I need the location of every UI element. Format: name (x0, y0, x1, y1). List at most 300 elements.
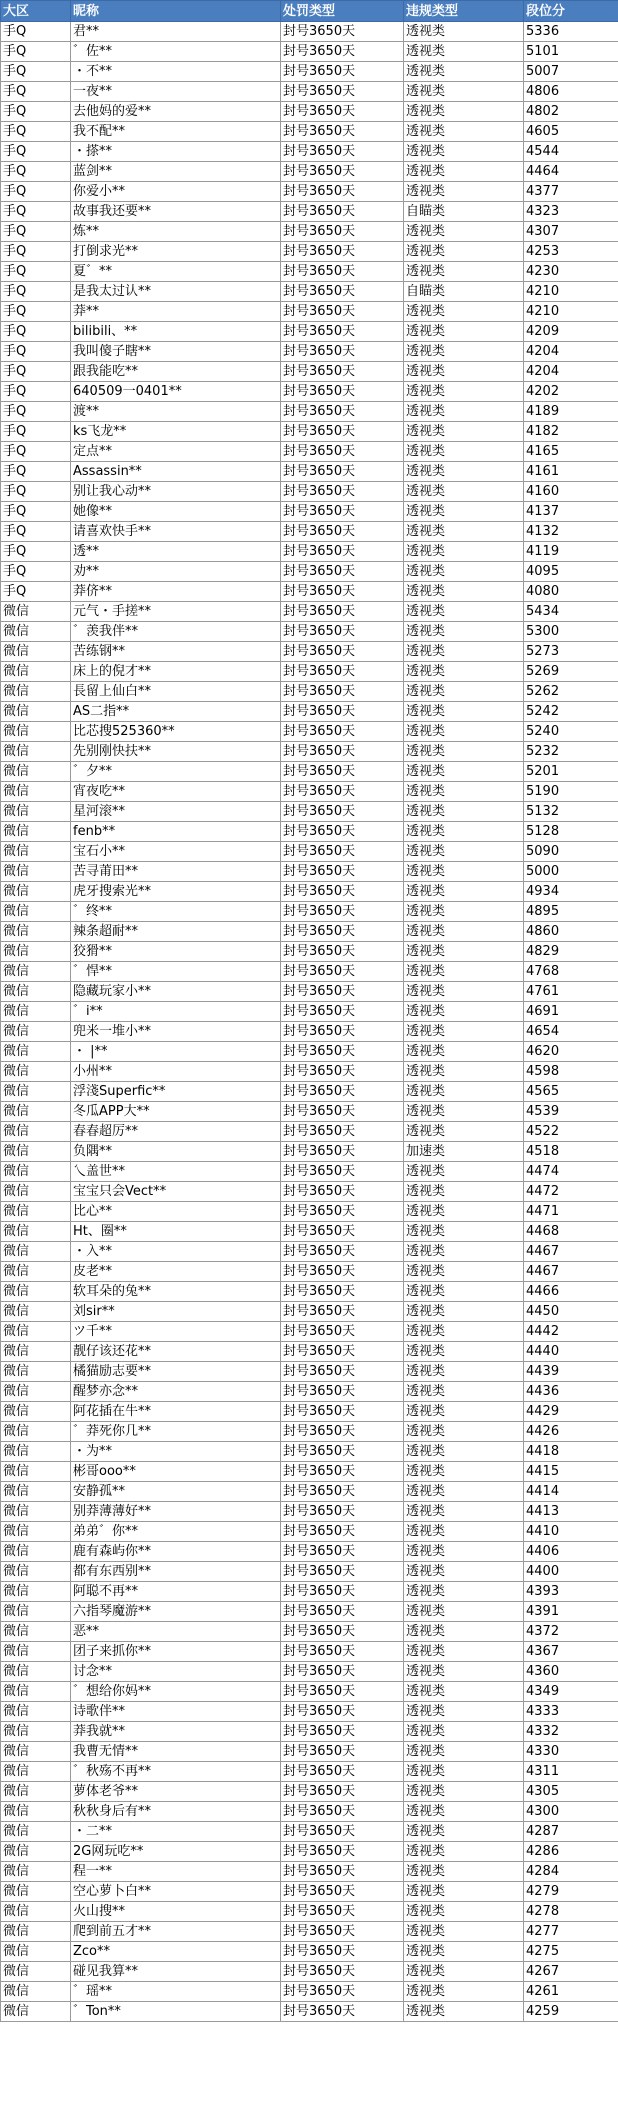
table-row (1, 1062, 618, 1082)
cell-nickname: ・不** (71, 62, 281, 82)
cell-violation: 透视类 (404, 1622, 524, 1642)
cell-violation: 透视类 (404, 1742, 524, 1762)
cell-rank-score: 4410 (524, 1522, 618, 1542)
cell-region: 微信 (1, 1962, 71, 1982)
cell-nickname: 一夜** (71, 82, 281, 102)
cell-penalty: 封号3650天 (281, 1102, 404, 1122)
cell-rank-score: 4544 (524, 142, 618, 162)
cell-nickname: ゛i** (71, 1002, 281, 1022)
table-row (1, 182, 618, 202)
cell-penalty: 封号3650天 (281, 1742, 404, 1762)
table-row (1, 1682, 618, 1702)
cell-penalty: 封号3650天 (281, 622, 404, 642)
cell-violation: 透视类 (404, 1042, 524, 1062)
table-row (1, 42, 618, 62)
table-row (1, 822, 618, 842)
cell-penalty: 封号3650天 (281, 1682, 404, 1702)
cell-violation: 透视类 (404, 1482, 524, 1502)
cell-nickname: ・搽** (71, 142, 281, 162)
cell-rank-score: 4230 (524, 262, 618, 282)
cell-nickname: 定点** (71, 442, 281, 462)
table-row (1, 1762, 618, 1782)
cell-violation: 透视类 (404, 982, 524, 1002)
cell-penalty: 封号3650天 (281, 602, 404, 622)
cell-violation: 透视类 (404, 1702, 524, 1722)
cell-violation: 透视类 (404, 742, 524, 762)
cell-rank-score: 4080 (524, 582, 618, 602)
cell-region: 微信 (1, 1622, 71, 1642)
cell-violation: 透视类 (404, 102, 524, 122)
cell-nickname: ゛夕** (71, 762, 281, 782)
table-row (1, 642, 618, 662)
cell-rank-score: 4565 (524, 1082, 618, 1102)
table-row (1, 1662, 618, 1682)
table-row (1, 1122, 618, 1142)
cell-violation: 透视类 (404, 562, 524, 582)
table-row (1, 562, 618, 582)
cell-violation: 透视类 (404, 462, 524, 482)
cell-penalty: 封号3650天 (281, 222, 404, 242)
cell-rank-score: 5000 (524, 862, 618, 882)
cell-rank-score: 5232 (524, 742, 618, 762)
cell-penalty: 封号3650天 (281, 1842, 404, 1862)
cell-penalty: 封号3650天 (281, 1242, 404, 1262)
cell-rank-score: 5090 (524, 842, 618, 862)
cell-rank-score: 4654 (524, 1022, 618, 1042)
table-row (1, 1322, 618, 1342)
table-row (1, 522, 618, 542)
cell-violation: 透视类 (404, 1222, 524, 1242)
cell-violation: 透视类 (404, 1642, 524, 1662)
cell-nickname: ゛终** (71, 902, 281, 922)
cell-penalty: 封号3650天 (281, 1442, 404, 1462)
cell-violation: 透视类 (404, 1422, 524, 1442)
table-row (1, 1862, 618, 1882)
cell-nickname: ・二** (71, 1822, 281, 1842)
cell-nickname: 她像** (71, 502, 281, 522)
cell-penalty: 封号3650天 (281, 1762, 404, 1782)
table-row (1, 1142, 618, 1162)
cell-nickname: 讨念** (71, 1662, 281, 1682)
cell-violation: 透视类 (404, 1062, 524, 1082)
cell-penalty: 封号3650天 (281, 1182, 404, 1202)
cell-violation: 透视类 (404, 942, 524, 962)
cell-rank-score: 4934 (524, 882, 618, 902)
table-row (1, 902, 618, 922)
cell-violation: 透视类 (404, 322, 524, 342)
cell-nickname: ゛Ton** (71, 2002, 281, 2022)
cell-violation: 透视类 (404, 1562, 524, 1582)
table-row (1, 1402, 618, 1422)
cell-rank-score: 4204 (524, 362, 618, 382)
cell-region: 微信 (1, 962, 71, 982)
cell-rank-score: 5128 (524, 822, 618, 842)
table-row (1, 2002, 618, 2022)
cell-penalty: 封号3650天 (281, 982, 404, 1002)
cell-penalty: 封号3650天 (281, 142, 404, 162)
cell-region: 手Q (1, 382, 71, 402)
cell-rank-score: 4518 (524, 1142, 618, 1162)
cell-penalty: 封号3650天 (281, 1162, 404, 1182)
cell-region: 微信 (1, 782, 71, 802)
cell-region: 微信 (1, 1142, 71, 1162)
cell-penalty: 封号3650天 (281, 1062, 404, 1082)
cell-nickname: ks飞龙** (71, 422, 281, 442)
cell-rank-score: 5132 (524, 802, 618, 822)
cell-violation: 自瞄类 (404, 202, 524, 222)
cell-nickname: ゛莽死你几** (71, 1422, 281, 1442)
cell-penalty: 封号3650天 (281, 202, 404, 222)
cell-rank-score: 4253 (524, 242, 618, 262)
cell-violation: 透视类 (404, 1402, 524, 1422)
cell-penalty: 封号3650天 (281, 1702, 404, 1722)
cell-region: 微信 (1, 602, 71, 622)
cell-nickname: 阿聪不再** (71, 1582, 281, 1602)
column-header-violation: 违规类型 (404, 1, 524, 22)
cell-nickname: AS二指** (71, 702, 281, 722)
cell-violation: 透视类 (404, 1782, 524, 1802)
table-row (1, 842, 618, 862)
table-row (1, 1962, 618, 1982)
cell-region: 微信 (1, 1502, 71, 1522)
cell-region: 微信 (1, 1262, 71, 1282)
cell-rank-score: 4279 (524, 1882, 618, 1902)
cell-nickname: 星河滚** (71, 802, 281, 822)
cell-rank-score: 4267 (524, 1962, 618, 1982)
cell-region: 手Q (1, 22, 71, 42)
cell-region: 微信 (1, 1102, 71, 1122)
cell-penalty: 封号3650天 (281, 382, 404, 402)
cell-penalty: 封号3650天 (281, 1782, 404, 1802)
table-row (1, 302, 618, 322)
cell-nickname: 床上的倪才** (71, 662, 281, 682)
cell-region: 微信 (1, 2002, 71, 2022)
cell-nickname: 跟我能吃** (71, 362, 281, 382)
table-row (1, 1282, 618, 1302)
cell-penalty: 封号3650天 (281, 742, 404, 762)
cell-rank-score: 4472 (524, 1182, 618, 1202)
cell-region: 微信 (1, 942, 71, 962)
cell-nickname: Zco** (71, 1942, 281, 1962)
table-row (1, 162, 618, 182)
cell-rank-score: 4468 (524, 1222, 618, 1242)
cell-violation: 透视类 (404, 1122, 524, 1142)
cell-violation: 透视类 (404, 762, 524, 782)
cell-region: 手Q (1, 362, 71, 382)
cell-nickname: 兜米一堆小** (71, 1022, 281, 1042)
cell-violation: 透视类 (404, 82, 524, 102)
table-row (1, 22, 618, 42)
cell-rank-score: 4391 (524, 1602, 618, 1622)
cell-nickname: 靓仔该还花** (71, 1342, 281, 1362)
cell-penalty: 封号3650天 (281, 1822, 404, 1842)
cell-penalty: 封号3650天 (281, 1882, 404, 1902)
cell-penalty: 封号3650天 (281, 282, 404, 302)
cell-rank-score: 4210 (524, 302, 618, 322)
cell-violation: 透视类 (404, 1182, 524, 1202)
cell-rank-score: 4418 (524, 1442, 618, 1462)
table-row (1, 1602, 618, 1622)
cell-penalty: 封号3650天 (281, 2002, 404, 2022)
cell-penalty: 封号3650天 (281, 1122, 404, 1142)
cell-region: 微信 (1, 922, 71, 942)
cell-region: 微信 (1, 1022, 71, 1042)
cell-penalty: 封号3650天 (281, 662, 404, 682)
cell-nickname: 皮老** (71, 1262, 281, 1282)
cell-nickname: 都有东西别** (71, 1562, 281, 1582)
cell-region: 微信 (1, 1162, 71, 1182)
cell-penalty: 封号3650天 (281, 82, 404, 102)
cell-violation: 透视类 (404, 1342, 524, 1362)
cell-violation: 透视类 (404, 1102, 524, 1122)
cell-rank-score: 5273 (524, 642, 618, 662)
cell-region: 微信 (1, 1682, 71, 1702)
cell-rank-score: 4539 (524, 1102, 618, 1122)
cell-rank-score: 4119 (524, 542, 618, 562)
cell-penalty: 封号3650天 (281, 1042, 404, 1062)
table-row (1, 1742, 618, 1762)
cell-penalty: 封号3650天 (281, 62, 404, 82)
table-row (1, 662, 618, 682)
cell-region: 微信 (1, 1042, 71, 1062)
cell-nickname: ゛想给你妈** (71, 1682, 281, 1702)
cell-nickname: 你爱小** (71, 182, 281, 202)
table-row (1, 802, 618, 822)
table-row (1, 262, 618, 282)
table-row (1, 342, 618, 362)
cell-nickname: bilibili、** (71, 322, 281, 342)
cell-nickname: 2G网玩吃** (71, 1842, 281, 1862)
cell-region: 微信 (1, 702, 71, 722)
cell-nickname: 宵夜吃** (71, 782, 281, 802)
cell-rank-score: 4806 (524, 82, 618, 102)
cell-region: 微信 (1, 1202, 71, 1222)
cell-rank-score: 4182 (524, 422, 618, 442)
cell-nickname: 我不配** (71, 122, 281, 142)
cell-nickname: 萝体老爷** (71, 1782, 281, 1802)
table-row (1, 782, 618, 802)
cell-rank-score: 5190 (524, 782, 618, 802)
cell-rank-score: 4261 (524, 1982, 618, 2002)
cell-rank-score: 5434 (524, 602, 618, 622)
cell-violation: 透视类 (404, 542, 524, 562)
cell-rank-score: 4474 (524, 1162, 618, 1182)
cell-rank-score: 4287 (524, 1822, 618, 1842)
cell-penalty: 封号3650天 (281, 1382, 404, 1402)
cell-rank-score: 4829 (524, 942, 618, 962)
cell-nickname: ゛秋殇不再** (71, 1762, 281, 1782)
cell-nickname: 先别刚快扶** (71, 742, 281, 762)
cell-penalty: 封号3650天 (281, 942, 404, 962)
cell-rank-score: 5336 (524, 22, 618, 42)
cell-rank-score: 4414 (524, 1482, 618, 1502)
cell-violation: 透视类 (404, 442, 524, 462)
cell-violation: 透视类 (404, 662, 524, 682)
cell-rank-score: 4429 (524, 1402, 618, 1422)
cell-nickname: ゛瑶** (71, 1982, 281, 2002)
cell-nickname: 爬到前五才** (71, 1922, 281, 1942)
cell-violation: 透视类 (404, 1262, 524, 1282)
cell-violation: 透视类 (404, 402, 524, 422)
cell-nickname: fenb** (71, 822, 281, 842)
cell-nickname: 我叫傻子瞎** (71, 342, 281, 362)
cell-nickname: 请喜欢快手** (71, 522, 281, 542)
cell-rank-score: 4466 (524, 1282, 618, 1302)
cell-nickname: 苦寻莆田** (71, 862, 281, 882)
cell-rank-score: 4436 (524, 1382, 618, 1402)
cell-region: 微信 (1, 1122, 71, 1142)
cell-nickname: 六指琴魔游** (71, 1602, 281, 1622)
table-row (1, 202, 618, 222)
cell-violation: 透视类 (404, 802, 524, 822)
cell-penalty: 封号3650天 (281, 642, 404, 662)
cell-violation: 透视类 (404, 522, 524, 542)
column-header-region: 大区 (1, 1, 71, 22)
cell-penalty: 封号3650天 (281, 1562, 404, 1582)
cell-rank-score: 4620 (524, 1042, 618, 1062)
cell-region: 手Q (1, 502, 71, 522)
cell-penalty: 封号3650天 (281, 122, 404, 142)
cell-rank-score: 4471 (524, 1202, 618, 1222)
table-row (1, 462, 618, 482)
cell-region: 手Q (1, 282, 71, 302)
cell-violation: 透视类 (404, 1202, 524, 1222)
cell-penalty: 封号3650天 (281, 762, 404, 782)
cell-nickname: 夏゛** (71, 262, 281, 282)
cell-penalty: 封号3650天 (281, 1282, 404, 1302)
cell-nickname: 蓝剑** (71, 162, 281, 182)
cell-region: 微信 (1, 1282, 71, 1302)
cell-region: 手Q (1, 562, 71, 582)
cell-rank-score: 4442 (524, 1322, 618, 1342)
cell-region: 微信 (1, 822, 71, 842)
table-row (1, 1722, 618, 1742)
cell-region: 微信 (1, 642, 71, 662)
cell-region: 微信 (1, 1642, 71, 1662)
table-row (1, 1982, 618, 2002)
table-row (1, 942, 618, 962)
cell-violation: 透视类 (404, 622, 524, 642)
table-row (1, 1102, 618, 1122)
cell-rank-score: 4275 (524, 1942, 618, 1962)
cell-penalty: 封号3650天 (281, 1362, 404, 1382)
cell-region: 微信 (1, 1462, 71, 1482)
table-row (1, 362, 618, 382)
table-header (1, 1, 618, 22)
cell-penalty: 封号3650天 (281, 922, 404, 942)
cell-nickname: 炼** (71, 222, 281, 242)
cell-region: 微信 (1, 802, 71, 822)
cell-rank-score: 4360 (524, 1662, 618, 1682)
table-row (1, 1502, 618, 1522)
cell-nickname: 别莽薄薄好** (71, 1502, 281, 1522)
cell-violation: 透视类 (404, 1662, 524, 1682)
cell-region: 手Q (1, 182, 71, 202)
cell-penalty: 封号3650天 (281, 42, 404, 62)
cell-violation: 透视类 (404, 382, 524, 402)
table-row (1, 1002, 618, 1022)
cell-region: 手Q (1, 402, 71, 422)
cell-penalty: 封号3650天 (281, 682, 404, 702)
cell-penalty: 封号3650天 (281, 542, 404, 562)
cell-region: 微信 (1, 862, 71, 882)
cell-nickname: 恶** (71, 1622, 281, 1642)
table-row (1, 1702, 618, 1722)
cell-rank-score: 4278 (524, 1902, 618, 1922)
cell-region: 手Q (1, 82, 71, 102)
table-row (1, 542, 618, 562)
cell-nickname: 负隅** (71, 1142, 281, 1162)
cell-region: 手Q (1, 422, 71, 442)
cell-region: 微信 (1, 1822, 71, 1842)
cell-violation: 透视类 (404, 582, 524, 602)
cell-region: 微信 (1, 1702, 71, 1722)
cell-violation: 透视类 (404, 142, 524, 162)
cell-region: 微信 (1, 1242, 71, 1262)
cell-violation: 透视类 (404, 1882, 524, 1902)
cell-nickname: 比心** (71, 1202, 281, 1222)
cell-nickname: Assassin** (71, 462, 281, 482)
cell-rank-score: 4440 (524, 1342, 618, 1362)
table-row (1, 1182, 618, 1202)
cell-nickname: 長留上仙白** (71, 682, 281, 702)
table-row (1, 1202, 618, 1222)
cell-penalty: 封号3650天 (281, 162, 404, 182)
cell-nickname: 别让我心动** (71, 482, 281, 502)
cell-nickname: 碰见我算** (71, 1962, 281, 1982)
cell-region: 微信 (1, 622, 71, 642)
cell-nickname: 故事我还要** (71, 202, 281, 222)
table-row (1, 282, 618, 302)
cell-penalty: 封号3650天 (281, 262, 404, 282)
table-row (1, 602, 618, 622)
cell-penalty: 封号3650天 (281, 1422, 404, 1442)
cell-penalty: 封号3650天 (281, 782, 404, 802)
cell-nickname: 狡猾** (71, 942, 281, 962)
cell-nickname: 浮淺Superfic** (71, 1082, 281, 1102)
cell-nickname: 鹿有森屿你** (71, 1542, 281, 1562)
cell-region: 微信 (1, 1222, 71, 1242)
cell-penalty: 封号3650天 (281, 362, 404, 382)
table-row (1, 982, 618, 1002)
cell-nickname: 醒梦亦念** (71, 1382, 281, 1402)
cell-penalty: 封号3650天 (281, 1082, 404, 1102)
cell-region: 手Q (1, 62, 71, 82)
table-row (1, 962, 618, 982)
cell-penalty: 封号3650天 (281, 842, 404, 862)
cell-region: 手Q (1, 242, 71, 262)
cell-penalty: 封号3650天 (281, 422, 404, 442)
table-row (1, 1482, 618, 1502)
table-row (1, 1362, 618, 1382)
cell-region: 微信 (1, 1662, 71, 1682)
cell-penalty: 封号3650天 (281, 302, 404, 322)
table-row (1, 882, 618, 902)
cell-region: 手Q (1, 542, 71, 562)
cell-region: 微信 (1, 1182, 71, 1202)
cell-violation: 透视类 (404, 682, 524, 702)
cell-penalty: 封号3650天 (281, 1722, 404, 1742)
cell-penalty: 封号3650天 (281, 902, 404, 922)
cell-nickname: 刘sir** (71, 1302, 281, 1322)
cell-violation: 透视类 (404, 962, 524, 982)
cell-region: 微信 (1, 1742, 71, 1762)
table-row (1, 1262, 618, 1282)
cell-violation: 透视类 (404, 1362, 524, 1382)
cell-penalty: 封号3650天 (281, 462, 404, 482)
cell-region: 微信 (1, 742, 71, 762)
table-row (1, 222, 618, 242)
